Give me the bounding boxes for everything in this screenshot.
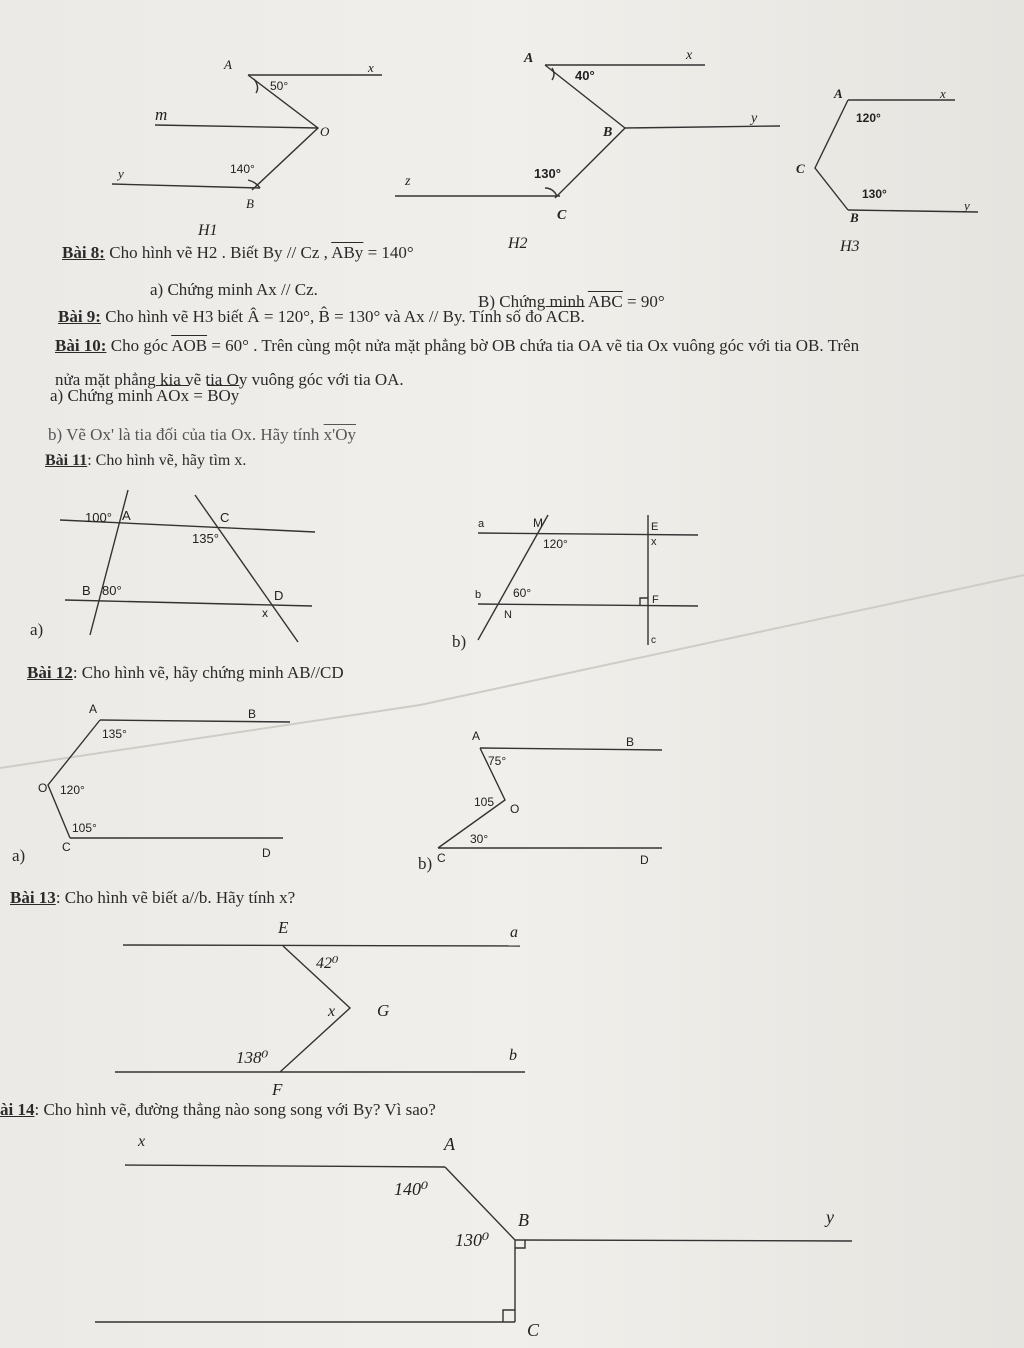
h2-label-x: x — [686, 48, 693, 63]
bai10-b-pre: b) Vẽ Ox' là tia đối của tia Ox. Hãy tính — [48, 425, 320, 444]
bai12a-label-A: A — [89, 702, 98, 716]
bai9-text: Cho hình vẽ H3 biết Â = 120°, B̂ = 130° và Ax // By. Tính số đo — [105, 307, 543, 326]
bai12b-label-D: D — [640, 853, 649, 867]
bai13-label-b: b — [509, 1047, 517, 1064]
bai10-a-angle2: $\overline{BOy}$ — [207, 386, 240, 405]
h2-caption: H2 — [508, 235, 528, 252]
bai12b-angle3: 30° — [470, 832, 489, 846]
bai13-angle1: 42⁰ — [316, 955, 339, 972]
bai14-angle2: 130⁰ — [455, 1230, 490, 1250]
bai11b-angle2: 60° — [513, 586, 532, 600]
bai13-title: Bài 13 — [10, 888, 56, 907]
h3-angle-b: 130° — [862, 187, 887, 201]
h1-label-y: y — [118, 166, 124, 181]
bai14-label-y: y — [826, 1207, 834, 1227]
h1-angle-a: 50° — [270, 79, 289, 93]
bai10-a-angle1: $\overline{AOx}$ — [156, 386, 190, 405]
bai11a-label-D: D — [274, 588, 284, 603]
bai10-line2: nửa mặt phẳng kia vẽ tia Oy vuông góc với tia OA. — [55, 370, 404, 389]
h3-label-y: y — [964, 198, 970, 213]
bai12a-angle1: 135° — [102, 727, 127, 741]
h2-label-A: A — [524, 51, 534, 66]
bai14-label-B: B — [518, 1210, 529, 1230]
bai11-b-label: b) — [452, 632, 467, 651]
bai11b-label-c: c — [651, 635, 656, 646]
bai11a-angle3: 80° — [102, 583, 122, 598]
bai10-line1 — [55, 336, 1015, 356]
h2-angle-c: 130° — [534, 166, 561, 181]
bai12a-label-D: D — [262, 846, 271, 860]
bai11-title: Bài 11 — [45, 452, 88, 469]
bai14-text: : Cho hình vẽ, đường thẳng nào song song với By? Vì sao? — [34, 1100, 436, 1119]
figure-h3 — [796, 86, 978, 255]
bai8-b-pre: B) Chứng minh — [478, 292, 585, 311]
bai12-text: : Cho hình vẽ, hãy chứng minh AB//CD — [72, 663, 344, 682]
h1-caption: H1 — [198, 222, 218, 239]
h3-label-B: B — [850, 210, 859, 225]
bai10-a-pre: a) Chứng minh — [50, 386, 153, 405]
bai8-part-a: a) Chứng minh Ax // Cz. — [150, 280, 318, 299]
bai13-angle2: 138⁰ — [236, 1048, 269, 1067]
bai10-a-mid: = — [189, 386, 208, 405]
bai11b-label-M: M — [533, 516, 543, 530]
bai11a-label-B: B — [82, 583, 91, 598]
bai12b-label-O: O — [510, 802, 520, 816]
bai13-label-G: G — [377, 1001, 390, 1020]
bai12a-label-B: B — [248, 707, 257, 721]
bai11b-angle1: 120° — [543, 537, 568, 551]
bai14-angle1: 140⁰ — [394, 1179, 429, 1199]
bai12a-angle2: 120° — [60, 783, 85, 797]
h1-label-m: m — [155, 105, 168, 124]
h1-label-A: A — [224, 57, 232, 72]
h3-label-C: C — [796, 161, 805, 176]
bai12a-label-O: O — [38, 781, 48, 795]
bai10-text-post: = 60° . Trên cùng một nửa mặt phẳng bờ OB chứa tia OA vẽ tia Ox vuông góc với tia OB. Trên — [211, 336, 860, 355]
bai13-line — [10, 888, 295, 908]
bai11b-label-F: F — [652, 594, 659, 606]
h2-label-z: z — [405, 174, 411, 189]
bai13-label-E: E — [278, 918, 289, 937]
bai9-angle: ACB. — [545, 307, 585, 326]
bai12b-label-B: B — [626, 735, 635, 749]
h3-label-x: x — [940, 86, 946, 101]
bai11a-label-A: A — [122, 508, 131, 523]
bai10-b-angle: x'Oy — [323, 425, 356, 444]
bai13-label-F: F — [272, 1080, 283, 1099]
bai13-text: : Cho hình vẽ biết a//b. Hãy tính x? — [55, 888, 296, 907]
bai11b-label-E: E — [651, 521, 659, 533]
bai11-text: : Cho hình vẽ, hãy tìm x. — [87, 452, 247, 469]
bai12-a-label: a) — [12, 846, 26, 865]
bai12-title: Bài 12 — [27, 663, 73, 682]
bai11a-label-C: C — [220, 510, 230, 525]
bai13-label-a: a — [510, 924, 518, 941]
figure-bai11-b — [475, 515, 698, 646]
h1-angle-b: 140° — [230, 162, 255, 176]
bai10-part-a — [50, 386, 239, 406]
h3-caption: H3 — [840, 238, 860, 255]
bai12b-angle1: 75° — [488, 754, 507, 768]
bai10-part-b — [48, 425, 356, 445]
bai12b-label-C: C — [437, 851, 446, 865]
bai14-label-x: x — [138, 1133, 146, 1150]
bai10-title: Bài 10: — [55, 336, 107, 355]
h3-label-A: A — [834, 86, 843, 101]
h1-label-B: B — [246, 196, 254, 211]
h2-label-y: y — [751, 111, 758, 126]
bai11a-angle2: 135° — [192, 531, 219, 546]
bai13-label-x: x — [328, 1003, 336, 1020]
bai11-line — [45, 451, 246, 470]
bai8-eq: = 140° — [367, 243, 414, 262]
h3-angle-a: 120° — [856, 111, 881, 125]
bai11b-label-a: a — [478, 518, 485, 530]
bai11b-label-b: b — [475, 589, 482, 601]
bai8-b-angle: $\overline{ABC}$ — [587, 292, 623, 311]
figure-h2 — [395, 48, 780, 252]
bai14-line — [0, 1100, 436, 1120]
bai8-b-eq: = 90° — [627, 292, 665, 311]
figure-h1 — [112, 57, 382, 239]
bai12-b-label: b) — [418, 854, 433, 873]
bai11b-label-x: x — [651, 536, 657, 548]
bai8-angle: $\overline{ABy}$ — [331, 243, 364, 262]
bai8-title: Bài 8: — [62, 243, 105, 262]
bai12a-angle3: 105° — [72, 821, 97, 835]
bai11a-label-x: x — [262, 606, 268, 620]
figure-bai13 — [115, 918, 525, 1099]
h2-label-C: C — [557, 208, 567, 223]
bai14-label-C: C — [527, 1320, 540, 1340]
bai9-title: Bài 9: — [58, 307, 101, 326]
figure-bai11-a — [60, 490, 315, 642]
bai8-line — [62, 243, 414, 263]
bai14-title: ài 14 — [0, 1100, 35, 1119]
h2-label-B: B — [603, 125, 613, 140]
bai11b-label-N: N — [504, 609, 512, 621]
bai14-label-A: A — [444, 1134, 455, 1154]
bai12-line — [27, 663, 344, 683]
h2-angle-a: 40° — [575, 68, 595, 83]
figure-bai12-b — [437, 729, 662, 867]
bai10-angle: $\overline{AOB}$ — [171, 336, 208, 355]
bai12a-label-C: C — [62, 840, 71, 854]
bai11-a-label: a) — [30, 620, 44, 639]
bai9-line — [58, 307, 585, 327]
h1-label-O: O — [320, 124, 330, 139]
h1-label-x: x — [368, 60, 374, 75]
bai8-text: Cho hình vẽ H2 . Biết By // Cz , — [109, 243, 328, 262]
bai12b-angle2: 105 — [474, 795, 495, 809]
figure-bai12-a — [38, 702, 290, 860]
bai12b-label-A: A — [472, 729, 481, 743]
bai11a-angle1: 100° — [85, 510, 112, 525]
figure-bai14 — [95, 1133, 852, 1340]
bai10-text-pre: Cho góc — [110, 336, 168, 355]
